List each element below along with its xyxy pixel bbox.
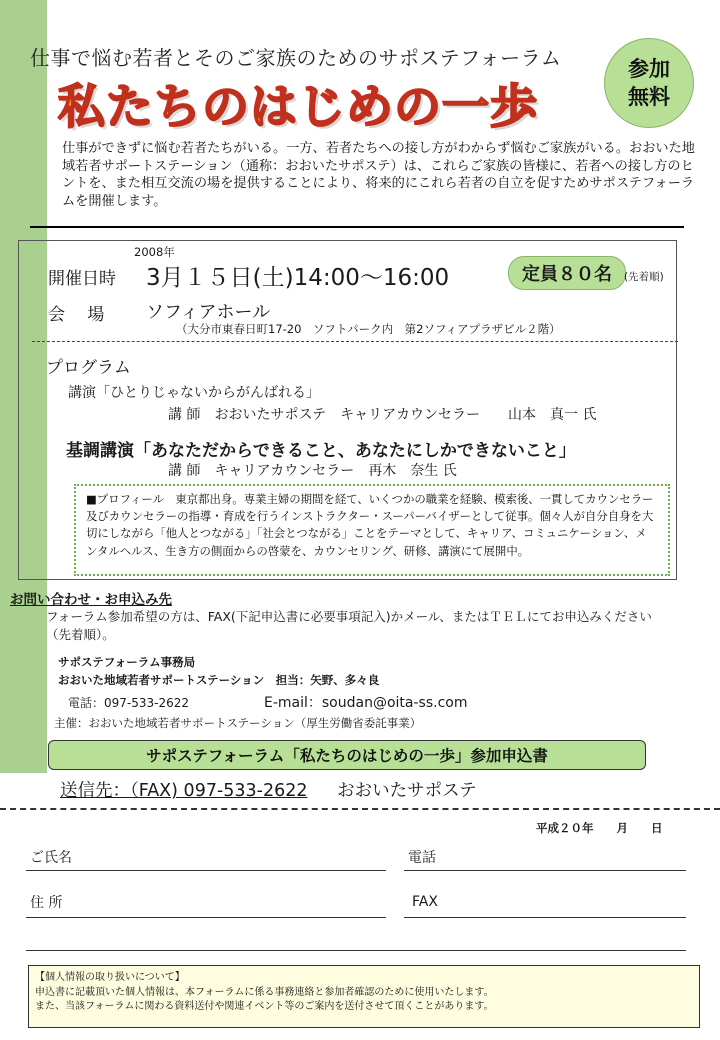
privacy-notice: [28, 965, 700, 1028]
application-form-banner: サポステフォーラム「私たちのはじめの一歩」参加申込書: [48, 740, 646, 770]
phone-label: 電話: [408, 850, 436, 866]
date-label: 開催日時: [48, 269, 116, 289]
venue-name: ソフィアホール: [146, 302, 271, 323]
privacy-title: 【個人情報の取り扱いについて】: [35, 972, 185, 983]
event-year: 2008年: [134, 245, 175, 259]
email-address[interactable]: E-mail：soudan@oita-ss.com: [264, 695, 468, 711]
capacity-note: (先着順): [624, 271, 664, 283]
host-info: 主催：おおいた地域若者サポートステーション（厚生労働省委託事業）: [54, 716, 422, 730]
form-date: 平成２０年 月 日: [536, 821, 663, 835]
badge-line-2: 無料: [628, 85, 670, 109]
badge-line-1: 参加: [628, 57, 670, 81]
event-date: 3月１５日(土)14:00～16:00: [146, 265, 450, 291]
program-heading: プログラム: [46, 358, 131, 378]
cut-line: [0, 808, 720, 810]
send-to-fax: 送信先：（FAX) 097-533-2622: [60, 781, 308, 801]
address-field[interactable]: [26, 917, 386, 918]
divider: [30, 226, 684, 228]
send-to-line: [60, 777, 477, 802]
venue-address: （大分市東春日町17-20 ソフトパーク内 第2ソフィアプラザビル２階）: [176, 322, 561, 336]
subtitle: 仕事で悩む若者とそのご家族のためのサポステフォーラム: [30, 46, 562, 70]
keynote-title: 基調講演「あなただからできること、あなたにしかできないこと」: [66, 441, 576, 461]
dashed-divider: [32, 341, 678, 342]
lecture-1-speaker: 講 師 おおいたサポステ キャリアカウンセラー 山本 真一 氏: [168, 407, 597, 423]
name-label: ご氏名: [30, 850, 72, 866]
contact-heading: お問い合わせ・お申込み先: [10, 592, 172, 608]
fax-field[interactable]: [404, 917, 686, 918]
address-label: 住 所: [30, 895, 63, 911]
intro-paragraph: 仕事ができずに悩む若者たちがいる。一方、若者たちへの接し方がわからず悩むご家族がいる。おおいた地域若者サポートステーション（通称：おおいたサポステ）は、これらご家族の皆様に、若者への接し方のヒントを、また相互交流の場を提供することにより、将来的にこれら若者の自立を促すためサポステフォーラムを開催します。: [62, 141, 695, 209]
fax-label: FAX: [412, 894, 438, 910]
speaker-profile: ■プロフィール 東京都出身。専業主婦の期間を経て、いくつかの職業を経験、模索後、一貫してカウンセラー及びカウンセラーの指導・育成を行うインストラクター・スーパーバイザーとして従事。個々人が自分自身を大切にしながら「他人とつながる」「社会とつながる」ことをテーマとして、キャリア、コミュニケーション、メンタルヘルス、生き方の側面からの啓蒙を、カウンセリング、研修、講演にて展開中。: [74, 484, 670, 576]
venue-label: 会 場: [48, 305, 105, 325]
free-admission-badge: [604, 38, 694, 128]
name-field[interactable]: [26, 870, 386, 871]
privacy-line-2: また、当該フォーラムに関わる資料送付や関連イベント等のご案内を送付させて頂くことがあります。: [35, 1001, 494, 1012]
phone-number: 電話：097-533-2622: [68, 696, 190, 710]
station-name: おおいた地域若者サポートステーション 担当：矢野、多々良: [58, 673, 380, 687]
keynote-speaker: 講 師 キャリアカウンセラー 再木 奈生 氏: [168, 463, 457, 479]
office-name: サポステフォーラム事務局: [58, 655, 196, 669]
phone-field[interactable]: [404, 870, 686, 871]
capacity-badge: 定員８０名: [508, 256, 626, 290]
address-field-line-2[interactable]: [26, 950, 686, 951]
main-title: 私たちのはじめの一歩: [58, 80, 538, 135]
contact-text: フォーラム参加希望の方は、FAX(下記申込書に必要事項記入)かメール、またはＴＥＬにてお申込みください（先着順）。: [46, 609, 652, 642]
privacy-line-1: 申込書に記載頂いた個人情報は、本フォーラムに係る事務連絡と参加者確認のために使用いたします。: [35, 986, 494, 998]
send-to-org: おおいたサポステ: [337, 781, 477, 801]
lecture-1-title: 講演「ひとりじゃないからがんばれる」: [68, 385, 320, 401]
